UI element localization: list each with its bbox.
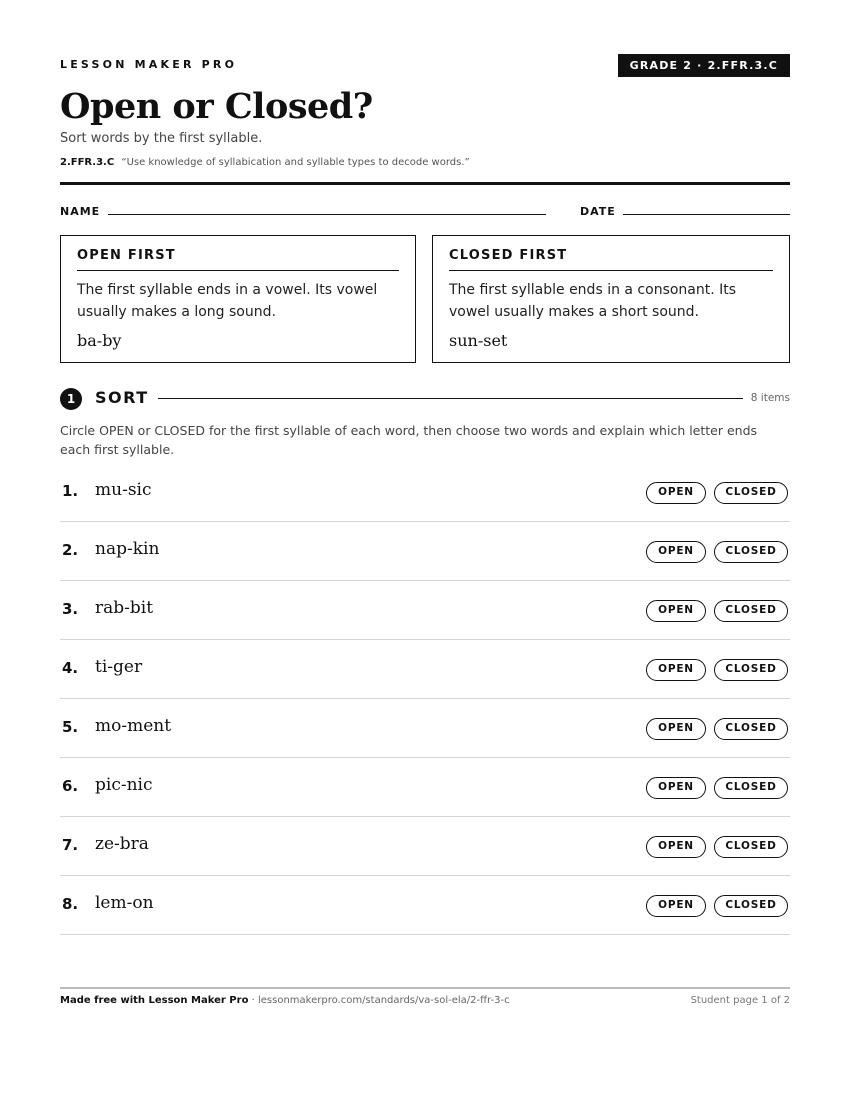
item-word: rab-bit [95, 598, 154, 618]
item-word: mu-sic [95, 480, 152, 500]
open-option[interactable]: OPEN [646, 718, 706, 740]
closed-option[interactable]: CLOSED [714, 659, 788, 681]
item-word: lem-on [95, 893, 154, 913]
box-example: sun-set [449, 331, 508, 350]
footer-url[interactable]: · lessonmakerpro.com/standards/va-sol-ela/2-ffr-3-c [248, 995, 510, 1006]
box-description: The first syllable ends in a vowel. Its vowel usually makes a long sound. [77, 282, 378, 320]
list-item [60, 463, 790, 522]
closed-first-box [432, 235, 790, 363]
item-word: nap-kin [95, 539, 160, 559]
box-title: OPEN FIRST [77, 248, 399, 271]
item-word: ti-ger [95, 657, 143, 677]
list-item [60, 581, 790, 640]
closed-option[interactable]: CLOSED [714, 836, 788, 858]
closed-option[interactable]: CLOSED [714, 600, 788, 622]
standard-code: 2.FFR.3.C [60, 157, 115, 168]
instructions: Circle OPEN or CLOSED for the first syllable of each word, then choose two words and explain which letter ends each first syllable. [60, 423, 758, 457]
open-option[interactable]: OPEN [646, 895, 706, 917]
open-option[interactable]: OPEN [646, 482, 706, 504]
footer-credit [60, 995, 510, 1006]
item-count: 8 items [750, 392, 790, 404]
footer-divider [60, 987, 790, 989]
item-number: 7. [62, 836, 79, 854]
footer-page-number: Student page 1 of 2 [690, 995, 790, 1006]
section-number: 1 [60, 388, 82, 410]
box-description: The first syllable ends in a consonant. Its vowel usually makes a short sound. [449, 282, 737, 320]
list-item [60, 758, 790, 817]
item-number: 4. [62, 659, 79, 677]
item-number: 3. [62, 600, 79, 618]
list-item [60, 817, 790, 876]
page-subtitle: Sort words by the first syllable. [60, 131, 263, 146]
header-divider [60, 182, 790, 185]
open-option[interactable]: OPEN [646, 600, 706, 622]
closed-option[interactable]: CLOSED [714, 777, 788, 799]
closed-option[interactable]: CLOSED [714, 718, 788, 740]
item-number: 6. [62, 777, 79, 795]
brand-name: LESSON MAKER PRO [60, 58, 238, 71]
standard-text: “Use knowledge of syllabication and syllable types to decode words.” [121, 157, 470, 168]
list-item [60, 522, 790, 581]
footer-made-with: Made free with Lesson Maker Pro [60, 995, 249, 1006]
section-divider [158, 398, 743, 399]
item-word: pic-nic [95, 775, 153, 795]
standard-line [60, 157, 470, 168]
item-number: 1. [62, 482, 79, 500]
name-label: NAME [60, 205, 101, 218]
item-word: ze-bra [95, 834, 149, 854]
date-label: DATE [580, 205, 616, 218]
item-list [60, 463, 790, 935]
item-number: 5. [62, 718, 79, 736]
name-field[interactable] [108, 214, 546, 215]
list-item [60, 640, 790, 699]
open-option[interactable]: OPEN [646, 836, 706, 858]
box-example: ba-by [77, 331, 122, 350]
box-title: CLOSED FIRST [449, 248, 773, 271]
open-first-box [60, 235, 416, 363]
list-item [60, 699, 790, 758]
open-option[interactable]: OPEN [646, 777, 706, 799]
closed-option[interactable]: CLOSED [714, 482, 788, 504]
closed-option[interactable]: CLOSED [714, 541, 788, 563]
open-option[interactable]: OPEN [646, 659, 706, 681]
open-option[interactable]: OPEN [646, 541, 706, 563]
page-title: Open or Closed? [60, 86, 373, 127]
item-number: 8. [62, 895, 79, 913]
item-number: 2. [62, 541, 79, 559]
grade-badge: GRADE 2 · 2.FFR.3.C [618, 54, 790, 77]
list-item [60, 876, 790, 935]
item-word: mo-ment [95, 716, 172, 736]
section-title: SORT [95, 388, 149, 407]
date-field[interactable] [623, 214, 790, 215]
closed-option[interactable]: CLOSED [714, 895, 788, 917]
